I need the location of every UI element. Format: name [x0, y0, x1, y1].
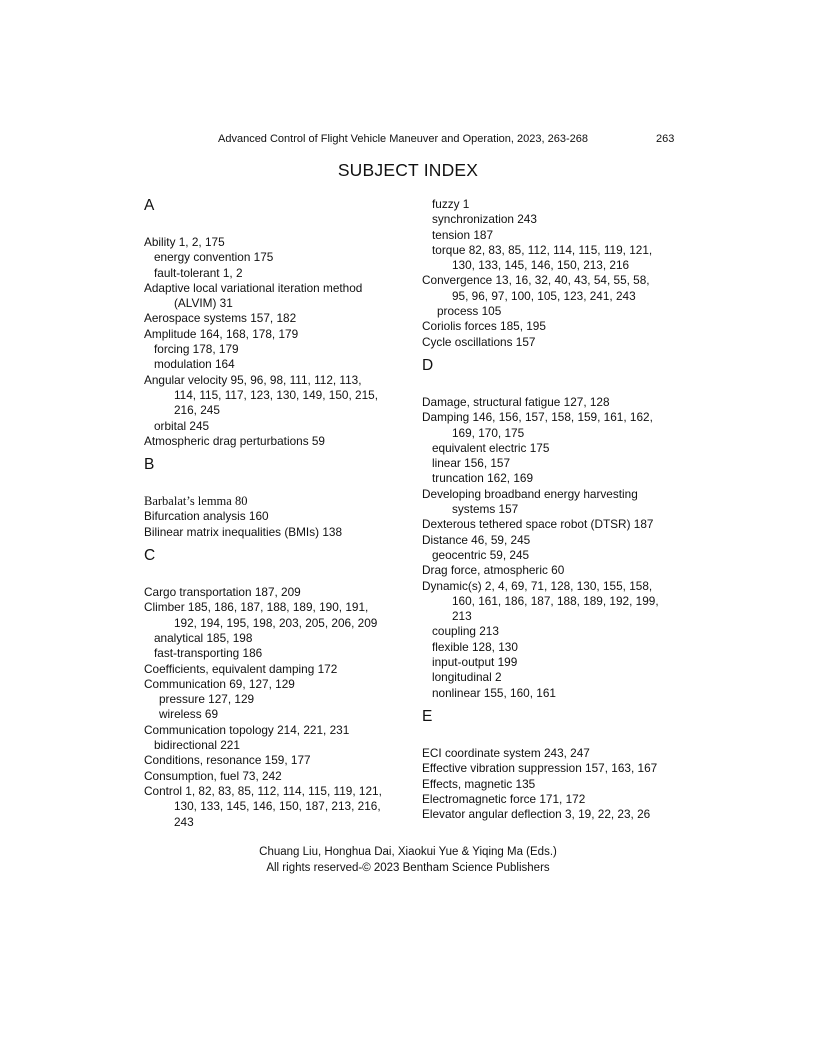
index-entry: Ability 1, 2, 175 — [144, 235, 225, 249]
index-entry-continuation: 192, 194, 195, 198, 203, 205, 206, 209 — [174, 615, 378, 630]
index-subentry: input-output 199 — [432, 655, 518, 670]
section-letter: E — [422, 707, 433, 725]
index-subentry: wireless 69 — [159, 707, 219, 722]
index-subentry: fuzzy 1 — [432, 197, 470, 211]
index-entry: Developing broadband energy harvesting — [422, 486, 638, 501]
index-entry: Elevator angular deflection 3, 19, 22, 23, 26 — [422, 807, 651, 822]
page-title: SUBJECT INDEX — [337, 160, 479, 180]
index-subentry: equivalent electric 175 — [432, 440, 550, 455]
section-letter: A — [144, 197, 155, 214]
index-entry-continuation: 130, 133, 145, 146, 150, 213, 216 — [452, 258, 630, 273]
index-subentry: orbital 245 — [154, 418, 210, 433]
index-subentry: longitudinal 2 — [432, 670, 502, 685]
index-entry-continuation: 213 — [452, 609, 472, 624]
index-entry: Amplitude 164, 168, 178, 179 — [144, 326, 299, 341]
index-entry: Cargo transportation 187, 209 — [144, 585, 301, 600]
index-subentry: fault-tolerant 1, 2 — [154, 265, 243, 280]
index-entry: Electromagnetic force 171, 172 — [422, 791, 586, 806]
index-subentry: coupling 213 — [432, 624, 499, 639]
index-subentry: flexible 128, 130 — [432, 639, 518, 654]
index-entry: Climber 185, 186, 187, 188, 189, 190, 191, — [144, 600, 369, 615]
index-entry: Atmospheric drag perturbations 59 — [144, 433, 325, 448]
index-entry-continuation: 130, 133, 145, 146, 150, 187, 213, 216, — [174, 799, 381, 814]
index-subentry: modulation 164 — [154, 357, 235, 372]
index-entry-continuation: (ALVIM) 31 — [174, 296, 233, 311]
index-entry-continuation: systems 157 — [452, 502, 519, 517]
index-subentry: linear 156, 157 — [432, 456, 511, 471]
index-entry: Dynamic(s) 2, 4, 69, 71, 128, 130, 155, 158, — [422, 578, 653, 593]
index-entry: Dexterous tethered space robot (DTSR) 187 — [422, 517, 654, 532]
index-subentry: bidirectional 221 — [154, 738, 240, 753]
index-entry: Coefficients, equivalent damping 172 — [144, 661, 338, 676]
index-subentry: forcing 178, 179 — [154, 342, 239, 357]
index-entry-continuation: 216, 245 — [174, 403, 220, 418]
index-subentry: truncation 162, 169 — [432, 471, 534, 486]
index-entry-continuation: 160, 161, 186, 187, 188, 189, 192, 199, — [452, 593, 659, 608]
section-letter: B — [144, 456, 155, 474]
index-entry-continuation: 95, 96, 97, 100, 105, 123, 241, 243 — [452, 288, 636, 303]
index-subentry: synchronization 243 — [432, 212, 537, 227]
index-entry: Convergence 13, 16, 32, 40, 43, 54, 55, 58, — [422, 273, 650, 288]
index-entry: Effective vibration suppression 157, 163, 167 — [422, 761, 658, 776]
index-entry-continuation: 243 — [174, 814, 194, 829]
index-subentry: fast-transporting 186 — [154, 646, 263, 661]
index-subentry: energy convention 175 — [154, 250, 274, 265]
index-column-right — [422, 197, 684, 822]
index-entry: Coriolis forces 185, 195 — [422, 319, 546, 334]
page-number: 263 — [656, 133, 675, 145]
index-entry-continuation: 169, 170, 175 — [452, 425, 525, 440]
index-entry: Aerospace systems 157, 182 — [144, 311, 297, 326]
index-subentry: pressure 127, 129 — [159, 692, 255, 707]
index-subentry: process 105 — [437, 304, 502, 319]
index-entry: Communication topology 214, 221, 231 — [144, 722, 350, 737]
index-subentry: torque 82, 83, 85, 112, 114, 115, 119, 121, — [432, 242, 653, 257]
index-entry: Barbalat’s lemma 80 — [144, 494, 248, 509]
index-column-left — [144, 197, 406, 830]
index-entry: Effects, magnetic 135 — [422, 776, 536, 791]
index-entry: Communication 69, 127, 129 — [144, 676, 295, 691]
index-entry: Consumption, fuel 73, 242 — [144, 768, 282, 783]
footer-editors: Chuang Liu, Honghua Dai, Xiaokui Yue & Yiqing Ma (Eds.) — [259, 846, 557, 858]
index-subentry: analytical 185, 198 — [154, 630, 253, 645]
index-subentry: tension 187 — [432, 227, 494, 242]
index-entry: Angular velocity 95, 96, 98, 111, 112, 113, — [144, 372, 362, 387]
index-entry: Control 1, 82, 83, 85, 112, 114, 115, 119, 121, — [144, 783, 382, 798]
index-entry: Damage, structural fatigue 127, 128 — [422, 394, 610, 409]
index-entry: Damping 146, 156, 157, 158, 159, 161, 162, — [422, 410, 653, 425]
index-subentry: geocentric 59, 245 — [432, 547, 530, 562]
index-entry: Distance 46, 59, 245 — [422, 532, 531, 547]
index-entry: Drag force, atmospheric 60 — [422, 563, 565, 578]
section-letter: D — [422, 356, 434, 374]
footer-rights: All rights reserved-© 2023 Bentham Science Publishers — [266, 862, 550, 874]
section-gap — [144, 449, 406, 456]
section-gap — [144, 540, 406, 547]
index-entry: Bilinear matrix inequalities (BMIs) 138 — [144, 524, 343, 539]
index-entry: Cycle oscillations 157 — [422, 334, 536, 349]
running-header: Advanced Control of Flight Vehicle Maneuver and Operation, 2023, 263-268 — [218, 133, 588, 145]
index-subentry: nonlinear 155, 160, 161 — [432, 685, 556, 700]
index-entry: ECI coordinate system 243, 247 — [422, 745, 590, 760]
index-entry: Adaptive local variational iteration method — [144, 280, 363, 295]
section-gap — [422, 350, 684, 357]
index-entry-continuation: 114, 115, 117, 123, 130, 149, 150, 215, — [174, 387, 378, 402]
index-entry: Bifurcation analysis 160 — [144, 509, 269, 524]
section-gap — [422, 701, 684, 708]
section-letter: C — [144, 547, 156, 565]
index-entry: Conditions, resonance 159, 177 — [144, 753, 311, 768]
